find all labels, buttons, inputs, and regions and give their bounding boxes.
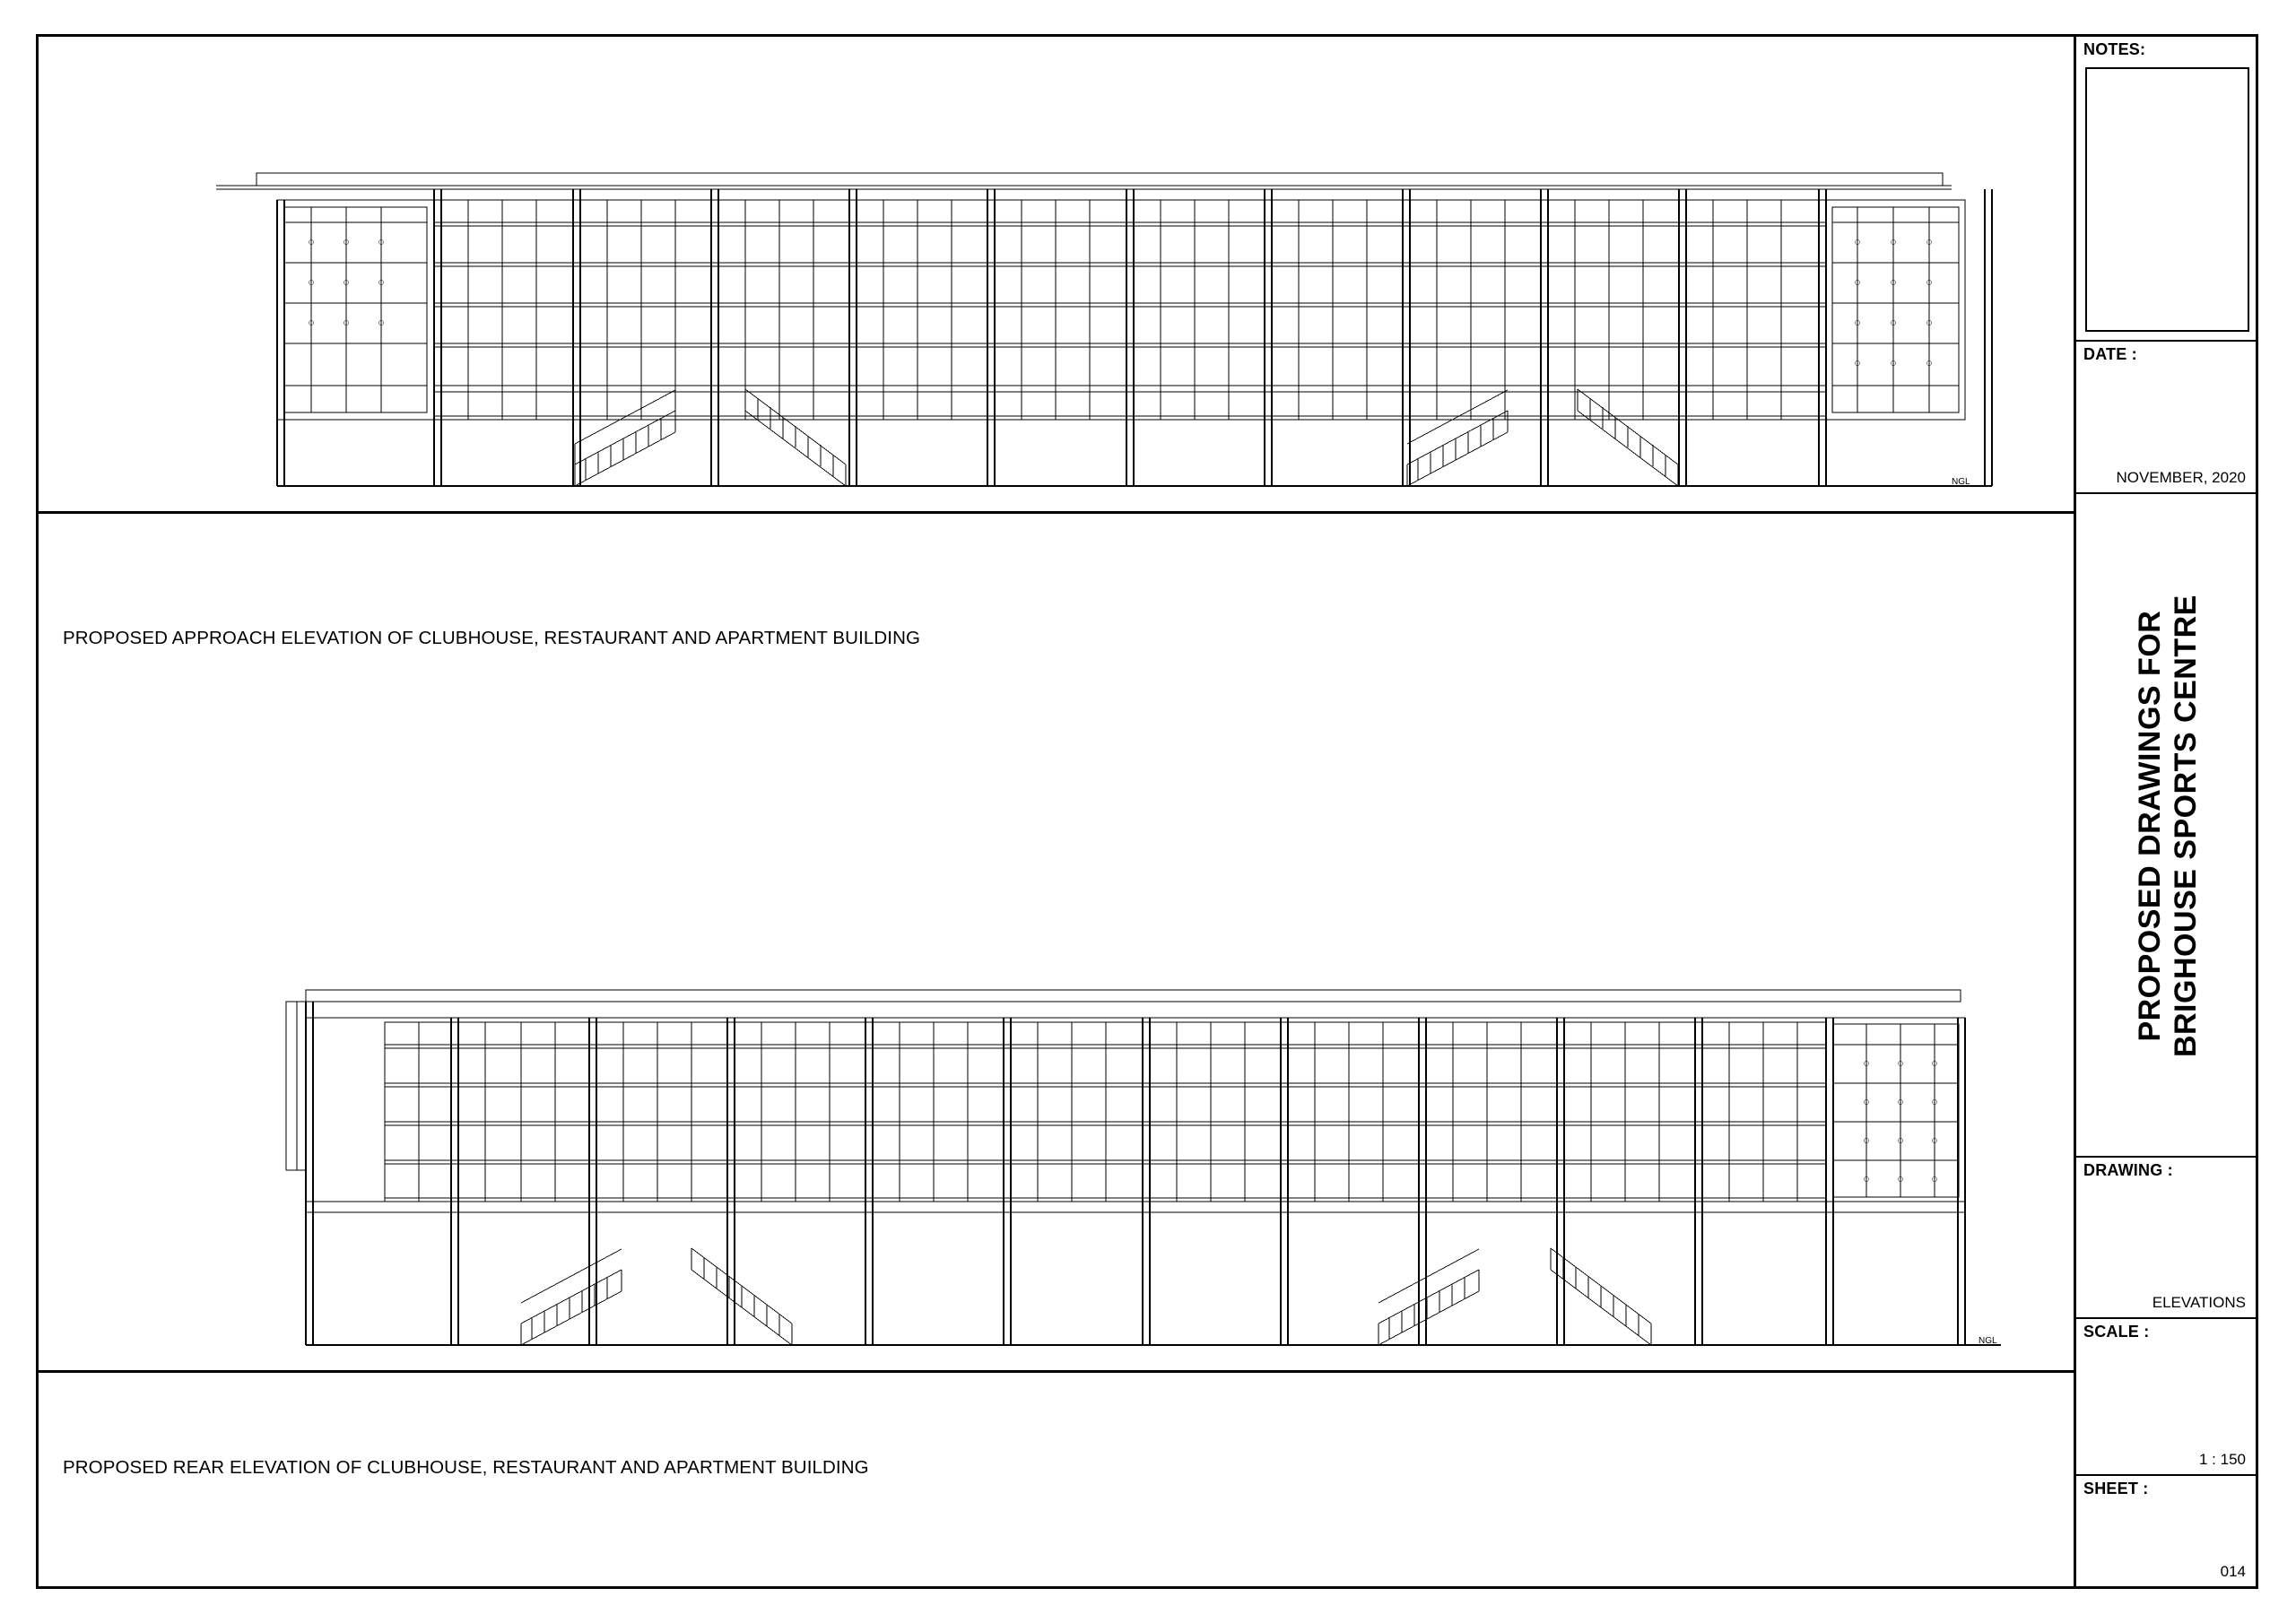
rear-elevation-caption: PROPOSED REAR ELEVATION OF CLUBHOUSE, RESTAURANT AND APARTMENT BUILDING <box>63 1457 869 1478</box>
rear-elevation-drawing <box>37 968 2074 1367</box>
ngl-label-top: NGL <box>1952 477 1970 487</box>
drawing-label: DRAWING : <box>2083 1161 2173 1179</box>
scale-cell <box>2076 1319 2258 1476</box>
title-block <box>2074 37 2256 1586</box>
drawing-cell <box>2076 1158 2258 1319</box>
scale-value: 1 : 150 <box>2199 1451 2246 1468</box>
project-title-line2: BRIGHOUSE SPORTS CENTRE <box>2168 595 2203 1057</box>
notes-label: NOTES: <box>2083 40 2146 58</box>
sheet-number-cell <box>2076 1476 2258 1586</box>
sheet-divider-upper <box>37 511 2074 514</box>
project-title-cell <box>2076 494 2258 1158</box>
ngl-label-bottom: NGL <box>1979 1336 1997 1346</box>
date-label: DATE : <box>2083 345 2137 363</box>
date-value: NOVEMBER, 2020 <box>2116 469 2246 486</box>
sheet-divider-lower <box>37 1370 2074 1373</box>
project-title-line1: PROPOSED DRAWINGS FOR <box>2132 610 2167 1042</box>
drawing-value: ELEVATIONS <box>2152 1294 2246 1311</box>
approach-elevation-caption: PROPOSED APPROACH ELEVATION OF CLUBHOUSE, RESTAURANT AND APARTMENT BUILDING <box>63 628 921 648</box>
approach-elevation-drawing <box>37 40 2074 507</box>
notes-body <box>2085 67 2249 332</box>
notes-cell <box>2076 37 2258 342</box>
date-cell <box>2076 342 2258 494</box>
sheet-value: 014 <box>2220 1563 2246 1580</box>
scale-label: SCALE : <box>2083 1323 2150 1341</box>
sheet-label: SHEET : <box>2083 1480 2149 1497</box>
